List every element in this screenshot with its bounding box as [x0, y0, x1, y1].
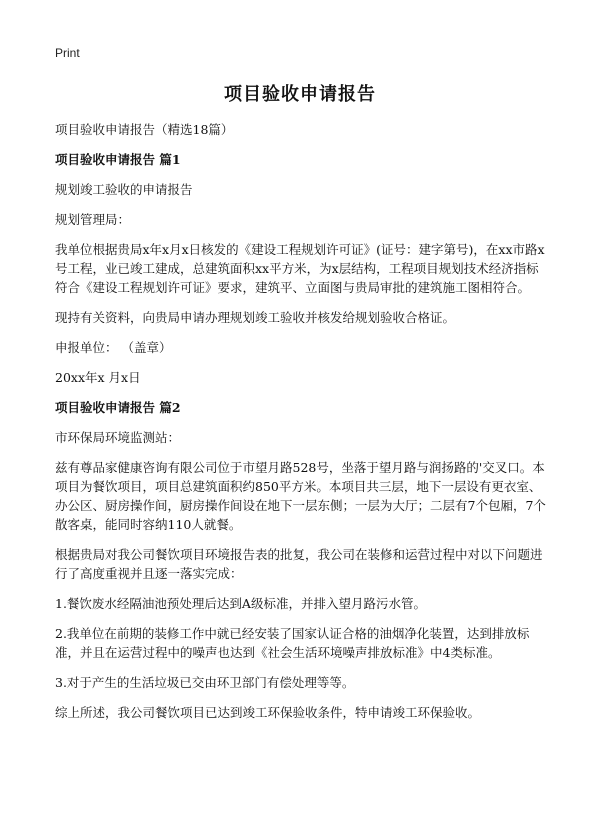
section2-paragraph-1: 兹有尊品家健康咨询有限公司位于市望月路528号，坐落于望月路与润扬路的'交叉口。本项目为餐饮项目，项目总建筑面积约850平方米。本项目共三层，地下一层设有更衣室、办公区、厨房操作间，厨房操作间设在地下一层东侧；一层为大厅；二层有7个包厢，7个散客桌，能同时容纳110人就餐。 [55, 460, 546, 532]
section2-heading: 项目验收申请报告 篇2 [55, 400, 181, 415]
section2-paragraph-2: 根据贵局对我公司餐饮项目环境报告表的批复，我公司在装修和运营过程中对以下问题进行了高度重视并且逐一落实完成： [55, 547, 543, 581]
document-subtitle: 项目验收申请报告（精选18篇） [55, 122, 234, 137]
document-body [55, 120, 550, 733]
section1-date: 20xx年x 月x日 [55, 370, 141, 385]
section1-paragraph-2: 现持有关资料，向贵局申请办理规划竣工验收并核发给规划验收合格证。 [55, 310, 456, 325]
section1-paragraph-1: 我单位根据贵局x年x月x日核发的《建设工程规划许可证》(证号：建字第号)，在xx市路x号工程，业已竣工建成，总建筑面积xx平方米，为x层结构，工程项目规划技术经济指标符合《建设工程规划许可证》要求，建筑平、立面图与贵局审批的建筑施工图相符合。 [55, 242, 545, 295]
page-title: 项目验收申请报告 [224, 84, 376, 105]
section2-item-3: 3.对于产生的生活垃圾已交由环卫部门有偿处理等等。 [55, 675, 355, 690]
section2-item-1: 1.餐饮废水经隔油池预处理后达到A级标准，并排入望月路污水管。 [55, 596, 426, 611]
section1-heading: 项目验收申请报告 篇1 [55, 152, 181, 167]
section1-addressee: 规划管理局： [55, 212, 131, 227]
section2-conclusion: 综上所述，我公司餐饮项目已达到竣工环保验收条件，特申请竣工环保验收。 [55, 705, 481, 720]
section1-subject: 规划竣工验收的申请报告 [55, 182, 193, 197]
section2-item-2: 2.我单位在前期的装修工作中就已经安装了国家认证合格的油烟净化装置，达到排放标准，并且在运营过程中的噪声也达到《社会生活环境噪声排放标准》中4类标准。 [55, 626, 530, 660]
section2-addressee: 市环保局环境监测站： [55, 430, 181, 445]
section1-applicant: 申报单位： （盖章） [55, 340, 172, 355]
print-link[interactable]: Print [55, 46, 80, 60]
